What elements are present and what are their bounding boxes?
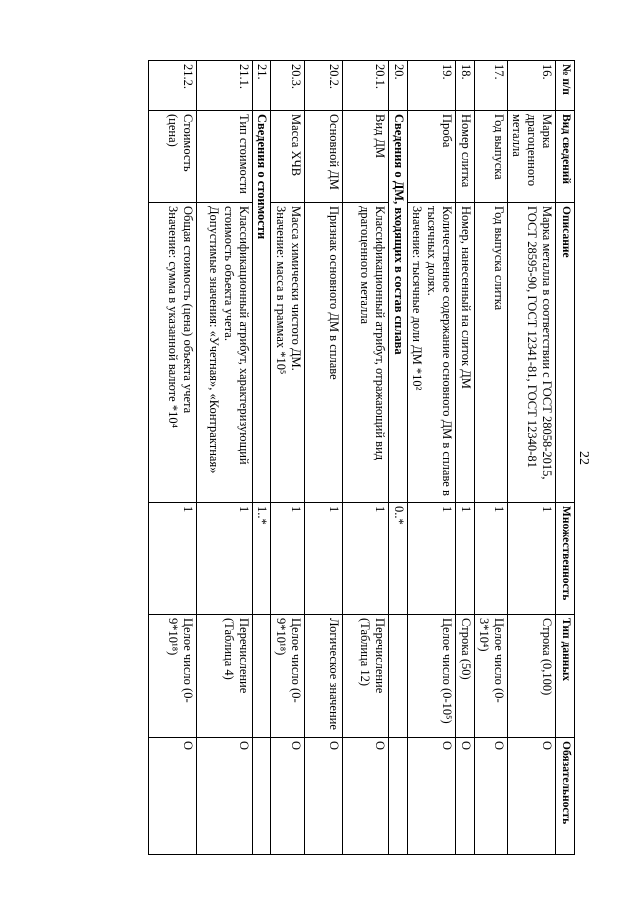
cell-num: 20.2. bbox=[305, 61, 343, 111]
table-body bbox=[149, 61, 556, 855]
cell-required: О bbox=[475, 738, 508, 855]
cell-description bbox=[343, 203, 389, 503]
cell-num: 18. bbox=[456, 61, 475, 111]
cell-multiplicity: 1 bbox=[408, 503, 456, 615]
description-line: Допустимые значения: «Учетная», «Контрактная» bbox=[207, 206, 222, 474]
cell-data-type: Перечисление (Таблица 12) bbox=[343, 615, 389, 738]
cell-multiplicity: 1 bbox=[508, 503, 556, 615]
cell-multiplicity: 1 bbox=[271, 503, 305, 615]
cell-data-type: Целое число (0-9*10¹⁸) bbox=[271, 615, 305, 738]
cell-kind: Основной ДМ bbox=[305, 111, 343, 203]
description-line: Классификационный атрибут, характеризующий стоимость объекта учета. bbox=[222, 206, 252, 465]
table-row bbox=[149, 61, 197, 855]
description-line: Общая стоимость (цена) объекта учета bbox=[181, 206, 196, 414]
cell-required: О bbox=[408, 738, 456, 855]
cell-required: О bbox=[271, 738, 305, 855]
cell-description bbox=[149, 203, 197, 503]
cell-multiplicity: 1 bbox=[197, 503, 253, 615]
cell-description bbox=[271, 203, 305, 503]
cell-kind: Стоимость (цена) bbox=[149, 111, 197, 203]
cell-kind: Номер слитка bbox=[456, 111, 475, 203]
description-line: Значение: масса в граммах *10⁵ bbox=[274, 206, 289, 375]
cell-kind: Тип стоимости bbox=[197, 111, 253, 203]
table-row bbox=[271, 61, 305, 855]
table-row bbox=[475, 61, 508, 855]
cell-num: 21.2. bbox=[149, 61, 197, 111]
cell-num: 16. bbox=[508, 61, 556, 111]
cell-num: 19. bbox=[408, 61, 456, 111]
header-kind: Вид сведений bbox=[556, 111, 575, 203]
description-line: Признак основного ДМ в сплаве bbox=[327, 206, 342, 380]
description-line: Классификационный атрибут, отражающий вид драгоценного металла bbox=[358, 206, 388, 461]
description-line: Значение: тысячные доли ДМ *10² bbox=[410, 206, 425, 391]
cell-data-type: Целое число (0-9*10¹⁸) bbox=[149, 615, 197, 738]
cell-description bbox=[508, 203, 556, 503]
section-title: Сведения о стоимости bbox=[253, 111, 271, 503]
cell-num: 17. bbox=[475, 61, 508, 111]
description-line: Номер, нанесенный на слиток ДМ bbox=[459, 206, 474, 389]
cell-description bbox=[305, 203, 343, 503]
table-row bbox=[305, 61, 343, 855]
cell-multiplicity: 1 bbox=[456, 503, 475, 615]
cell-num: 21.1. bbox=[197, 61, 253, 111]
attributes-table bbox=[148, 60, 575, 855]
description-line: Количественное содержание основного ДМ в сплаве в тысячных долях. bbox=[425, 206, 455, 496]
cell-description bbox=[408, 203, 456, 503]
cell-multiplicity: 1 bbox=[149, 503, 197, 615]
cell-kind: Масса ХЧВ bbox=[271, 111, 305, 203]
cell-required: О bbox=[343, 738, 389, 855]
cell-multiplicity: 1 bbox=[475, 503, 508, 615]
cell-num: 20.3. bbox=[271, 61, 305, 111]
table-row bbox=[508, 61, 556, 855]
header-description: Описание bbox=[556, 203, 575, 503]
table-row bbox=[456, 61, 475, 855]
cell-num: 21. bbox=[253, 61, 271, 111]
cell-multiplicity: 1 bbox=[305, 503, 343, 615]
cell-num: 20.1. bbox=[343, 61, 389, 111]
section-row bbox=[389, 61, 408, 855]
page-number: 22 bbox=[576, 451, 591, 465]
cell-data-type: Перечисление (Таблица 4) bbox=[197, 615, 253, 738]
header-required: Обязательность bbox=[556, 738, 575, 855]
cell-multiplicity: 0..* bbox=[389, 503, 408, 615]
header-data-type: Тип данных bbox=[556, 615, 575, 738]
cell-kind: Год выпуска bbox=[475, 111, 508, 203]
description-line: Значение: сумма в указанной валюте *10⁴ bbox=[166, 206, 181, 428]
cell-required: О bbox=[508, 738, 556, 855]
cell-data-type: Логическое значение bbox=[305, 615, 343, 738]
cell-data-type bbox=[389, 615, 408, 738]
cell-data-type: Строка (50) bbox=[456, 615, 475, 738]
cell-kind: Марка драгоценного металла bbox=[508, 111, 556, 203]
cell-num: 20. bbox=[389, 61, 408, 111]
section-title: Сведения о ДМ, входящих в состав сплава bbox=[389, 111, 408, 503]
cell-data-type: Целое число (0-10⁵) bbox=[408, 615, 456, 738]
cell-required bbox=[253, 738, 271, 855]
cell-kind: Проба bbox=[408, 111, 456, 203]
table-header-row bbox=[556, 61, 575, 855]
cell-multiplicity: 1..* bbox=[253, 503, 271, 615]
cell-data-type: Строка (0,100) bbox=[508, 615, 556, 738]
header-num: № п/п bbox=[556, 61, 575, 111]
cell-description bbox=[475, 203, 508, 503]
cell-required bbox=[389, 738, 408, 855]
cell-required: О bbox=[305, 738, 343, 855]
description-line: Марка металла в соответствии с ГОСТ 28058-2015, ГОСТ 28595-90, ГОСТ 12341-81, ГОСТ 12340-81 bbox=[525, 206, 555, 480]
description-line: Масса химически чистого ДМ. bbox=[289, 206, 304, 371]
cell-multiplicity: 1 bbox=[343, 503, 389, 615]
cell-required: О bbox=[456, 738, 475, 855]
cell-required: О bbox=[197, 738, 253, 855]
section-row bbox=[253, 61, 271, 855]
table-row bbox=[408, 61, 456, 855]
rotated-page bbox=[65, 60, 575, 854]
cell-data-type: Целое число (0-3*10⁴) bbox=[475, 615, 508, 738]
description-line: Год выпуска слитка bbox=[492, 206, 507, 311]
table-row bbox=[343, 61, 389, 855]
header-multiplicity: Множественность bbox=[556, 503, 575, 615]
cell-kind: Вид ДМ bbox=[343, 111, 389, 203]
cell-description bbox=[197, 203, 253, 503]
table-row bbox=[197, 61, 253, 855]
cell-description bbox=[456, 203, 475, 503]
cell-required: О bbox=[149, 738, 197, 855]
cell-data-type bbox=[253, 615, 271, 738]
